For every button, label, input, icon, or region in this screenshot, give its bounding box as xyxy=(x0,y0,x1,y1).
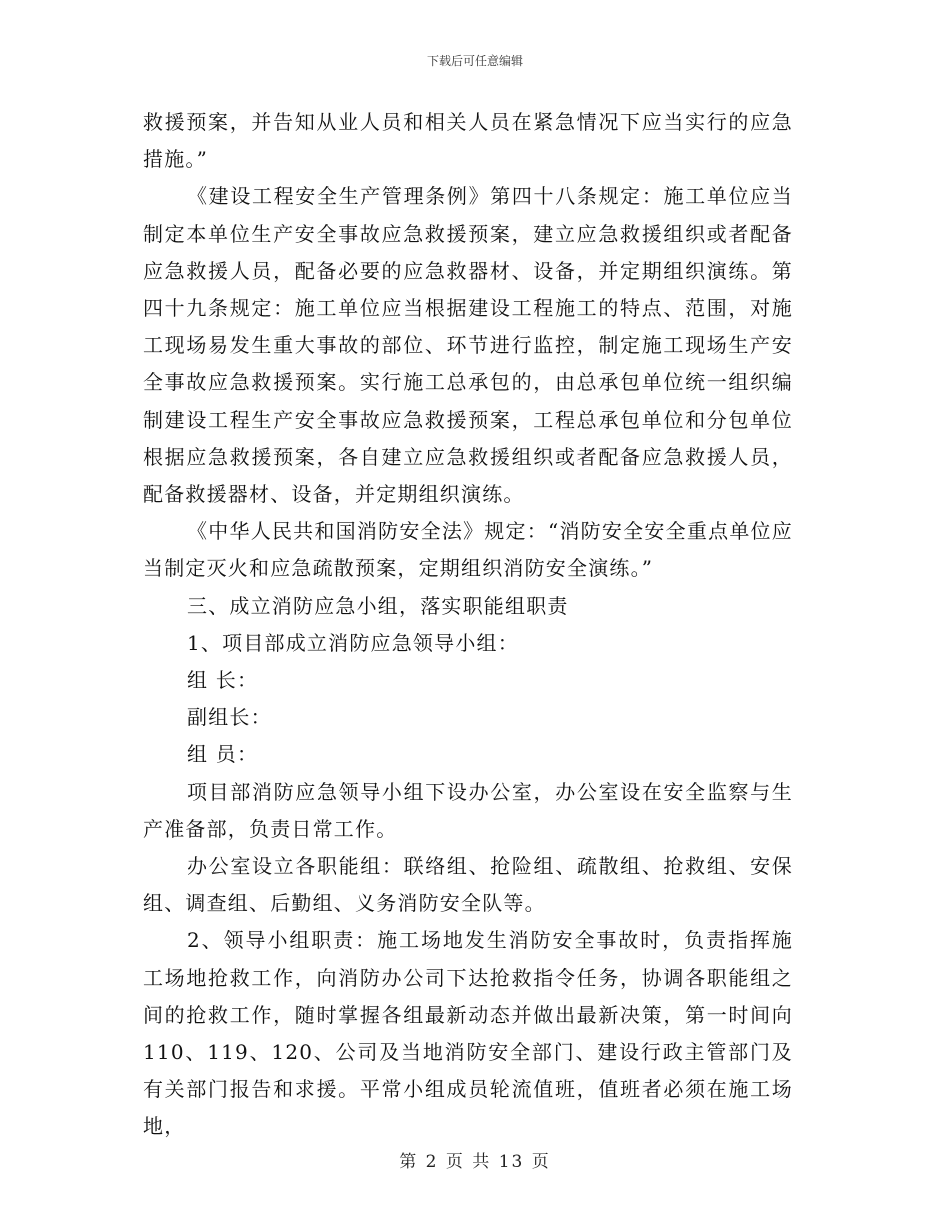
paragraph-office-setup: 项目部消防应急领导小组下设办公室，办公室设在安全监察与生产准备部，负责日常工作。 xyxy=(143,779,793,841)
paragraph-functional-groups: 办公室设立各职能组：联络组、抢险组、疏散组、抢救组、安保组、调查组、后勤组、义务消防安全队等。 xyxy=(143,854,793,916)
field-deputy-leader: 副组长： xyxy=(187,705,272,730)
paragraph-leadership-duties: 2、领导小组职责：施工场地发生消防安全事故时，负责指挥施工场地抢救工作，向消防办公司下达抢救指令任务，协调各职能组之间的抢救工作，随时掌握各组最新动态并做出最新决策，第一时间向110、119、120、公司及当地消防安全部门、建设行政主管部门及有关部门报告和求援。平常小组成员轮流值班，值班者必须在施工场地， xyxy=(143,928,793,1139)
section-heading-3: 三、成立消防应急小组，落实职能组职责 xyxy=(187,593,569,618)
page-number: 第 2 页 共 13 页 xyxy=(399,1152,551,1172)
page-header: 下载后可任意编辑 xyxy=(426,54,523,68)
field-group-members: 组 员： xyxy=(187,742,259,767)
field-group-leader: 组 长： xyxy=(187,668,259,693)
paragraph-fire-safety-law: 《中华人民共和国消防安全法》规定：“消防安全安全重点单位应当制定灭火和应急疏散预案，定期组织消防安全演练。” xyxy=(143,519,793,581)
item-leadership-group: 1、项目部成立消防应急领导小组： xyxy=(187,630,519,655)
document-body xyxy=(143,104,793,1146)
paragraph-construction-regulations: 《建设工程安全生产管理条例》第四十八条规定：施工单位应当制定本单位生产安全事故应急救援预案，建立应急救援组织或者配备应急救援人员，配备必要的应急救器材、设备，并定期组织演练。第四十九条规定：施工单位应当根据建设工程施工的特点、范围，对施工现场易发生重大事故的部位、环节进行监控，制定施工现场生产安全事故应急救援预案。实行施工总承包的，由总承包单位统一组织编制建设工程生产安全事故应急救援预案，工程总承包单位和分包单位根据应急救援预案，各自建立应急救援组织或者配备应急救援人员，配备救援器材、设备，并定期组织演练。 xyxy=(143,184,793,507)
paragraph-emergency-measures: 救援预案，并告知从业人员和相关人员在紧急情况下应当实行的应急措施。” xyxy=(143,110,793,172)
